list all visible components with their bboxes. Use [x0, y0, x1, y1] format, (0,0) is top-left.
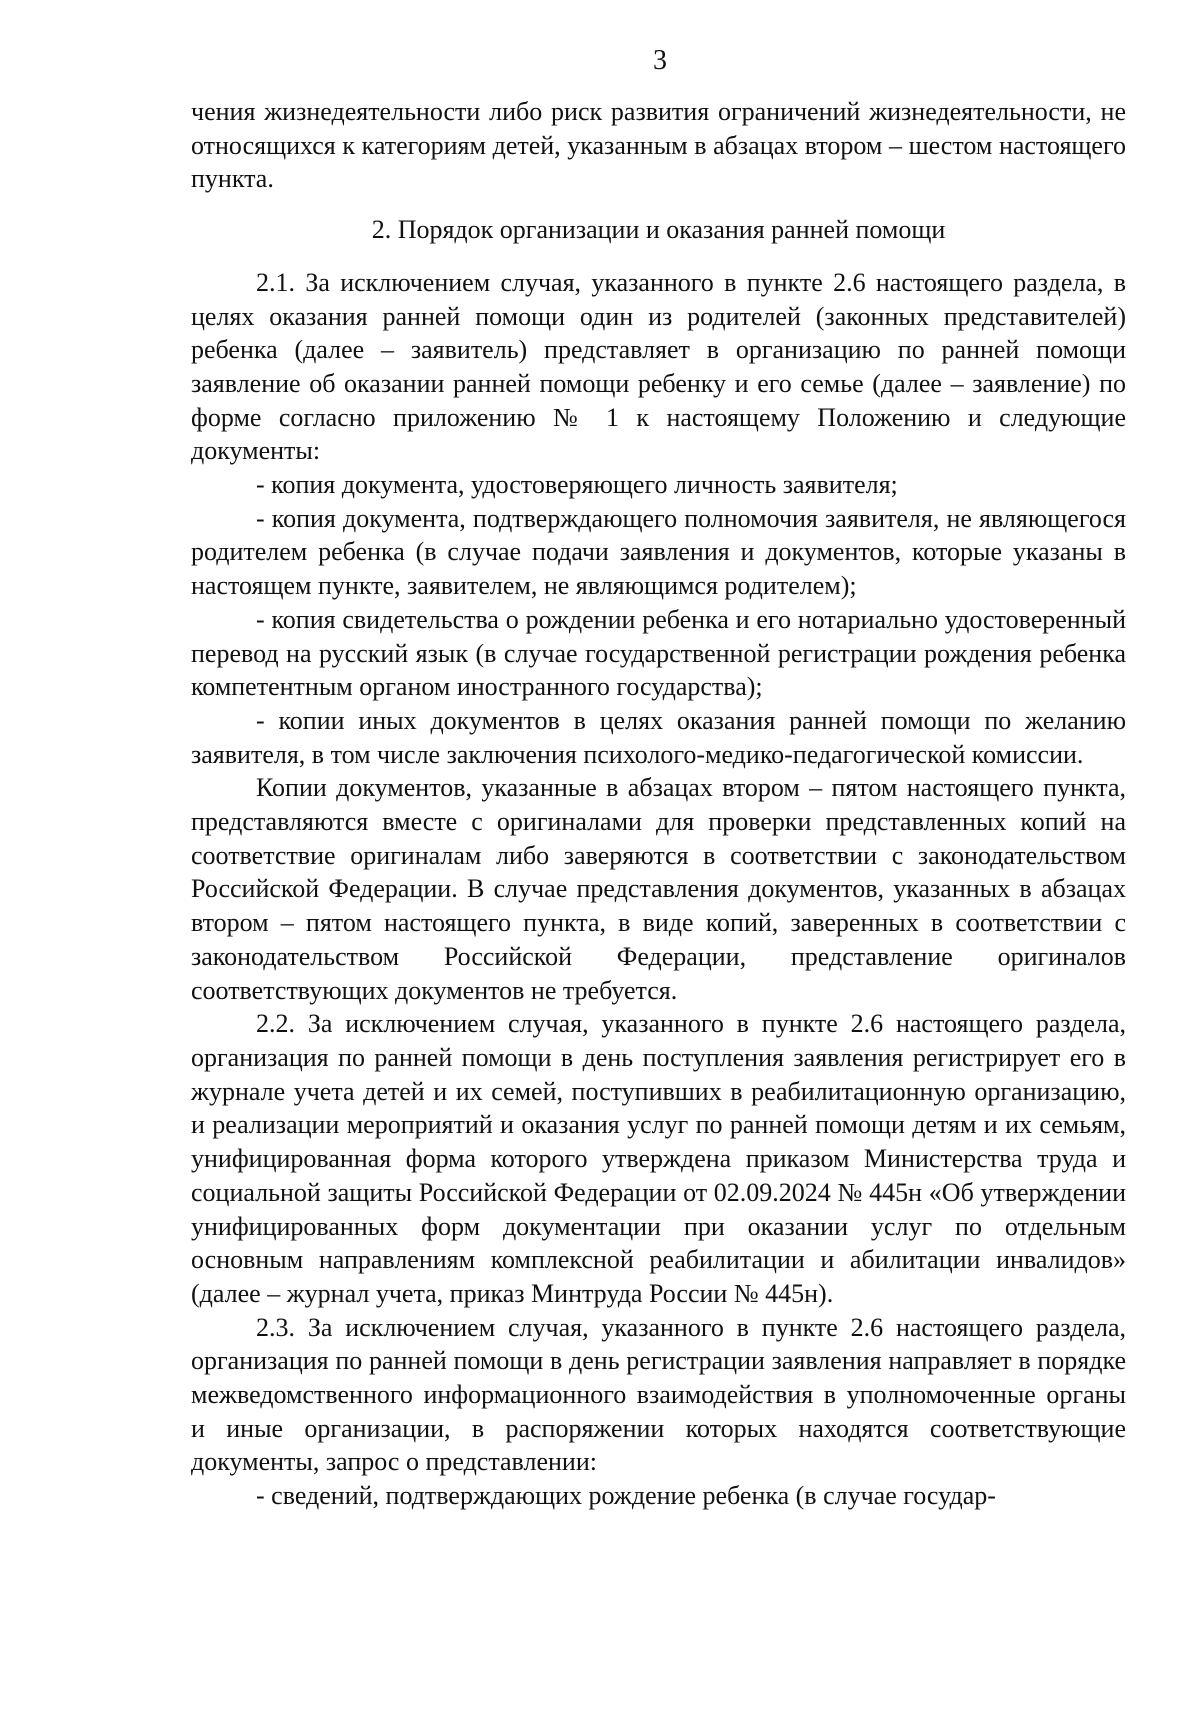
list-item-birth-info: - сведений, подтверждающих рождение ребенка (в случае государ- [256, 1481, 996, 1511]
list-item-other-documents: - копии иных документов в целях оказания ранней помощи по желанию заявителя, в том числе заключения психолого-медико-педагогической комиссии. [191, 705, 1126, 769]
document-body [191, 95, 1126, 1513]
page-number: 3 [653, 45, 667, 76]
paragraph-continuation: чения жизнедеятельности либо риск развития ограничений жизнедеятельности, не относящихся к категориям детей, указанным в абзацах втором – шестом настоящего пункта. [191, 97, 1126, 194]
section-heading: 2. Порядок организации и оказания ранней помощи [371, 215, 946, 245]
list-item-authority-copy: - копия документа, подтверждающего полномочия заявителя, не являющегося родителем ребенка (в случае подачи заявления и документов, которые указаны в настоящем пункте, заявителем, не являющимся родителем); [191, 503, 1126, 601]
paragraph-2-2: 2.2. За исключением случая, указанного в пункте 2.6 настоящего раздела, организация по ранней помощи в день поступления заявления регистрирует его в журнале учета детей и их семей, поступивших в реабилитационную организацию, и реализации мероприятий и оказания услуг по ранней помощи детям и их семьям, унифицированная форма которого утверждена приказом Министерства труда и социальной защиты Российской Федерации от 02.09.2024 № 445н «Об утверждении унифицированных форм документации при оказании услуг по отдельным основным направлениям комплексной реабилитации и абилитации инвалидов» (далее – журнал учета, приказ Минтруда России № 445н). [191, 1009, 1126, 1308]
list-item-identity-copy: - копия документа, удостоверяющего личность заявителя; [256, 470, 898, 500]
paragraph-copies-note: Копии документов, указанные в абзацах втором – пятом настоящего пункта, представляются вместе с оригиналами для проверки представленных копий на соответствие оригиналам либо заверяются в соответствии с законодательством Российской Федерации. В случае представления документов, указанных в абзацах втором – пятом настоящего пункта, в виде копий, заверенных в соответствии с законодательством Российской Федерации, представление оригиналов соответствующих документов не требуется. [191, 773, 1126, 1005]
paragraph-2-3: 2.3. За исключением случая, указанного в пункте 2.6 настоящего раздела, организация по ранней помощи в день регистрации заявления направляет в порядке межведомственного информационного взаимодействия в уполномоченные органы и иные организации, в распоряжении которых находятся соответствующие документы, запрос о представлении: [191, 1312, 1126, 1477]
list-item-birth-certificate-copy: - копия свидетельства о рождении ребенка и его нотариально удостоверенный перевод на русский язык (в случае государственной регистрации рождения ребенка компетентным органом иностранного государства); [191, 604, 1126, 702]
paragraph-2-1: 2.1. За исключением случая, указанного в пункте 2.6 настоящего раздела, в целях оказания ранней помощи один из родителей (законных представителей) ребенка (далее – заявитель) представляет в организацию по ранней помощи заявление об оказании ранней помощи ребенку и его семье (далее – заявление) по форме согласно приложению № 1 к настоящему Положению и следующие документы: [191, 267, 1126, 466]
